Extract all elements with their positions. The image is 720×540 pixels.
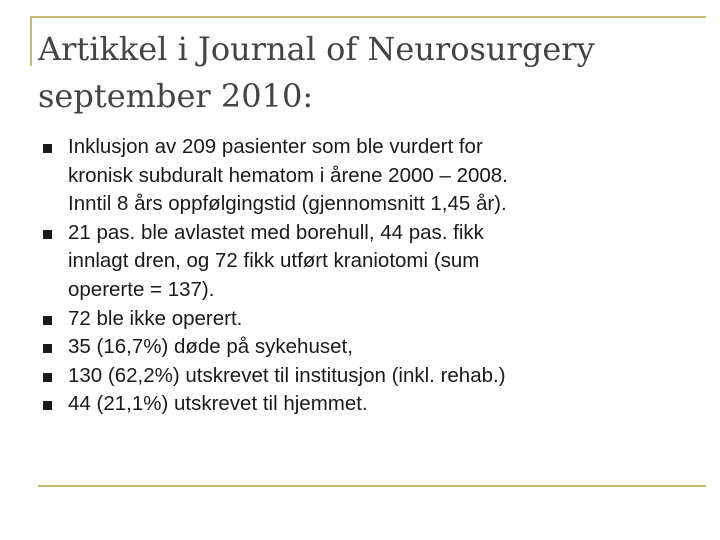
bullet-line: kronisk subduralt hematom i årene 2000 – 2008.: [68, 163, 508, 187]
title-line: Artikkel i Journal of Neurosurgery: [38, 30, 595, 68]
bullet-line: Inntil 8 års oppfølgingstid (gjennomsnitt 1,45 år).: [68, 192, 507, 216]
square-bullet-icon: [43, 344, 52, 353]
bullet-line: Inklusjon av 209 pasienter som ble vurdert for: [68, 135, 483, 158]
bullet-line: 72 ble ikke operert.: [68, 306, 243, 330]
bullet-item: [40, 362, 700, 391]
square-bullet-icon: [43, 401, 52, 410]
slide-title: [38, 26, 698, 120]
bullet-line: 21 pas. ble avlastet med borehull, 44 pas. fikk: [68, 220, 484, 244]
bullet-line: 130 (62,2%) utskrevet til institusjon (inkl. rehab.): [68, 363, 506, 387]
title-line: september 2010:: [38, 77, 314, 115]
bullet-item: [40, 390, 700, 419]
square-bullet-icon: [43, 230, 52, 239]
bullet-item: [40, 333, 700, 362]
bullet-item: [40, 219, 700, 305]
bullet-line: innlagt dren, og 72 fikk utført kraniotomi (sum: [68, 249, 480, 273]
frame-left-border: [30, 16, 32, 66]
square-bullet-icon: [43, 316, 52, 325]
frame-bottom-border: [38, 485, 706, 487]
square-bullet-icon: [43, 144, 52, 153]
frame-top-border: [30, 16, 706, 18]
bullet-line: 35 (16,7%) døde på sykehuset,: [68, 335, 353, 359]
square-bullet-icon: [43, 373, 52, 382]
bullet-line: 44 (21,1%) utskrevet til hjemmet.: [68, 392, 368, 416]
bullet-item: [40, 305, 700, 334]
bullet-list: [40, 133, 700, 419]
bullet-item: [40, 133, 700, 219]
bullet-line: opererte = 137).: [68, 277, 215, 301]
